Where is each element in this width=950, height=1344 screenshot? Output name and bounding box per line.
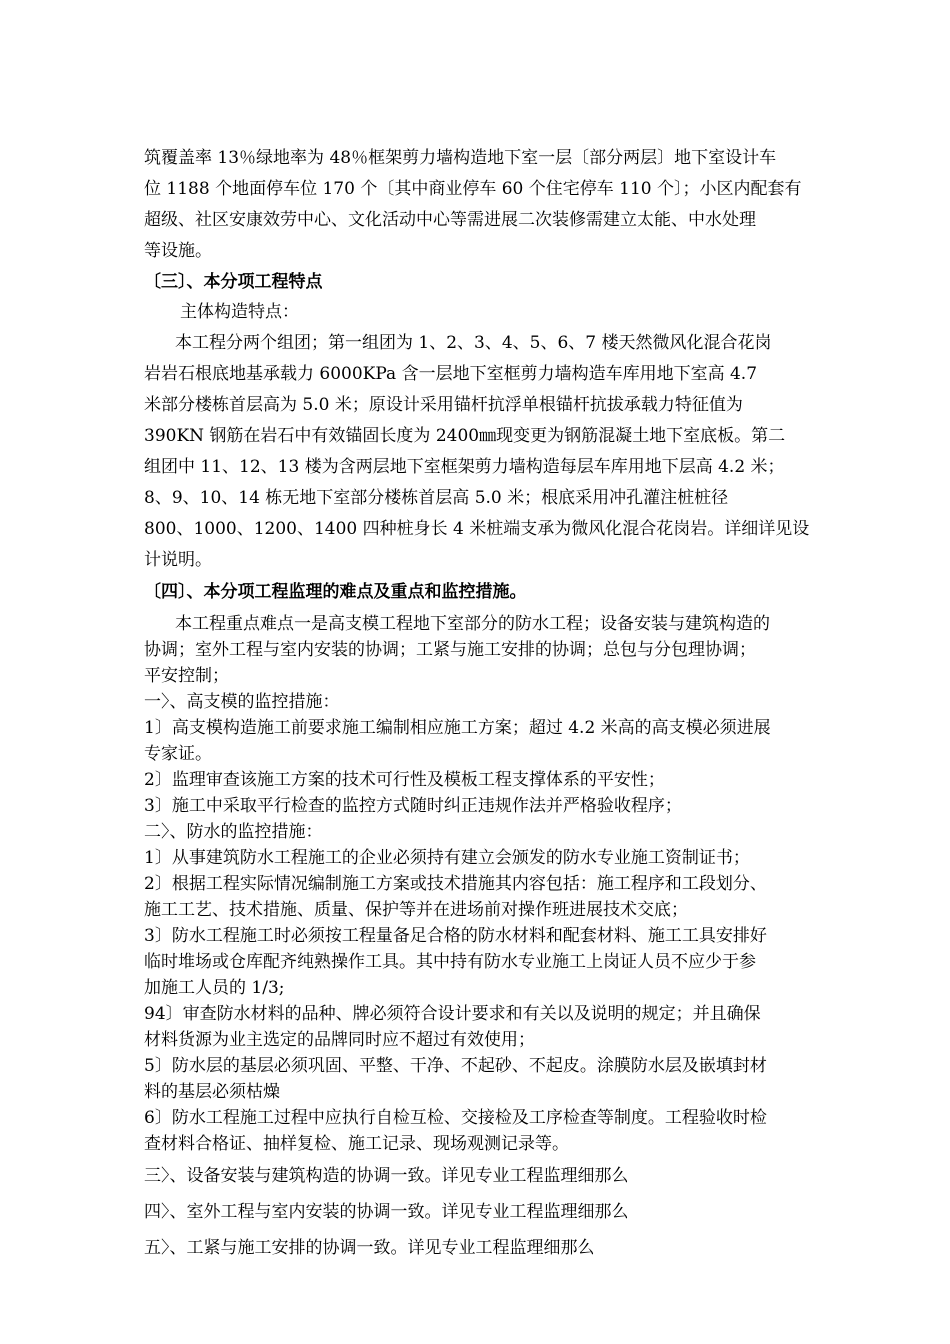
- paragraph-line: 筑覆盖率 13％绿地率为 48％框架剪力墙构造地下室一层〔部分两层〕地下室设计车: [144, 148, 777, 168]
- section-heading: 〔三〕、本分项工程特点: [144, 272, 323, 292]
- list-heading: 三〉、设备安装与建筑构造的协调一致。详见专业工程监理细那么: [144, 1166, 629, 1186]
- list-item: 1〕从事建筑防水工程施工的企业必须持有建立会颁发的防水专业施工资制证书；: [144, 848, 750, 868]
- paragraph-line: 平安控制；: [144, 666, 229, 686]
- paragraph-line: 组团中 11、12、13 楼为含两层地下室框架剪力墙构造每层车库用地下层高 4.2 米；: [144, 457, 785, 477]
- paragraph-line: 主体构造特点：: [180, 302, 299, 322]
- paragraph-line: 8、9、10、14 栋无地下室部分楼栋首层高 5.0 米；根底采用冲孔灌注桩桩径: [144, 488, 729, 508]
- list-item: 加施工人员的 1/3;: [144, 978, 285, 998]
- list-item: 6〕防水工程施工过程中应执行自检互检、交接检及工序检查等制度。工程验收时检: [144, 1108, 767, 1128]
- list-heading: 一〉、高支模的监控措施：: [144, 692, 340, 712]
- paragraph-line: 本工程重点难点一是高支模工程地下室部分的防水工程；设备安装与建筑构造的: [175, 614, 770, 634]
- list-item: 2〕根据工程实际情况编制施工方案或技术措施其内容包括：施工程序和工段划分、: [144, 874, 767, 894]
- paragraph-line: 计说明。: [144, 550, 212, 570]
- list-item: 94〕审查防水材料的品种、牌必须符合设计要求和有关以及说明的规定；并且确保: [144, 1004, 761, 1024]
- paragraph-line: 米部分楼栋首层高为 5.0 米；原设计采用锚杆抗浮单根锚杆抗拔承载力特征值为: [144, 395, 743, 415]
- list-item: 专家证。: [144, 744, 212, 764]
- list-item: 1〕高支模构造施工前要求施工编制相应施工方案；超过 4.2 米高的高支模必须进展: [144, 718, 771, 738]
- paragraph-line: 协调；室外工程与室内安装的协调；工紧与施工安排的协调；总包与分包理协调；: [144, 640, 756, 660]
- list-item: 3〕防水工程施工时必须按工程量备足合格的防水材料和配套材料、施工工具安排好: [144, 926, 767, 946]
- list-item: 材料货源为业主选定的品牌同时应不超过有效使用；: [144, 1030, 535, 1050]
- paragraph-line: 岩岩石根底地基承载力 6000KPa 含一层地下室框剪力墙构造车库用地下室高 4.7: [144, 364, 758, 384]
- paragraph-line: 位 1188 个地面停车位 170 个〔其中商业停车 60 个住宅停车 110 个〕；小区内配套有: [144, 179, 802, 199]
- paragraph-line: 390KN 钢筋在岩石中有效锚固长度为 2400㎜现变更为钢筋混凝土地下室底板。第二: [144, 426, 786, 446]
- list-item: 3〕施工中采取平行检查的监控方式随时纠正违规作法并严格验收程序；: [144, 796, 682, 816]
- paragraph-line: 本工程分两个组团；第一组团为 1、2、3、4、5、6、7 楼天然微风化混合花岗: [175, 333, 772, 353]
- list-item: 料的基层必须枯燥: [144, 1082, 280, 1102]
- list-item: 2〕监理审查该施工方案的技术可行性及模板工程支撑体系的平安性；: [144, 770, 665, 790]
- list-item: 施工工艺、技术措施、质量、保护等并在进场前对操作班进展技术交底；: [144, 900, 688, 920]
- list-heading: 四〉、室外工程与室内安装的协调一致。详见专业工程监理细那么: [144, 1202, 629, 1222]
- section-heading: 〔四〕、本分项工程监理的难点及重点和监控措施。: [144, 582, 527, 602]
- paragraph-line: 800、1000、1200、1400 四种桩身长 4 米桩端支承为微风化混合花岗岩。详细详见设: [144, 519, 810, 539]
- list-heading: 五〉、工紧与施工安排的协调一致。详见专业工程监理细那么: [144, 1238, 595, 1258]
- list-item: 5〕防水层的基层必须巩固、平整、干净、不起砂、不起皮。涂膜防水层及嵌填封材: [144, 1056, 767, 1076]
- paragraph-line: 超级、社区安康效劳中心、文化活动中心等需进展二次装修需建立太能、中水处理: [144, 210, 756, 230]
- paragraph-line: 等设施。: [144, 241, 212, 261]
- list-heading: 二〉、防水的监控措施：: [144, 822, 323, 842]
- list-item: 临时堆场或仓库配齐纯熟操作工具。其中持有防水专业施工上岗证人员不应少于参: [144, 952, 756, 972]
- list-item: 查材料合格证、抽样复检、施工记录、现场观测记录等。: [144, 1134, 569, 1154]
